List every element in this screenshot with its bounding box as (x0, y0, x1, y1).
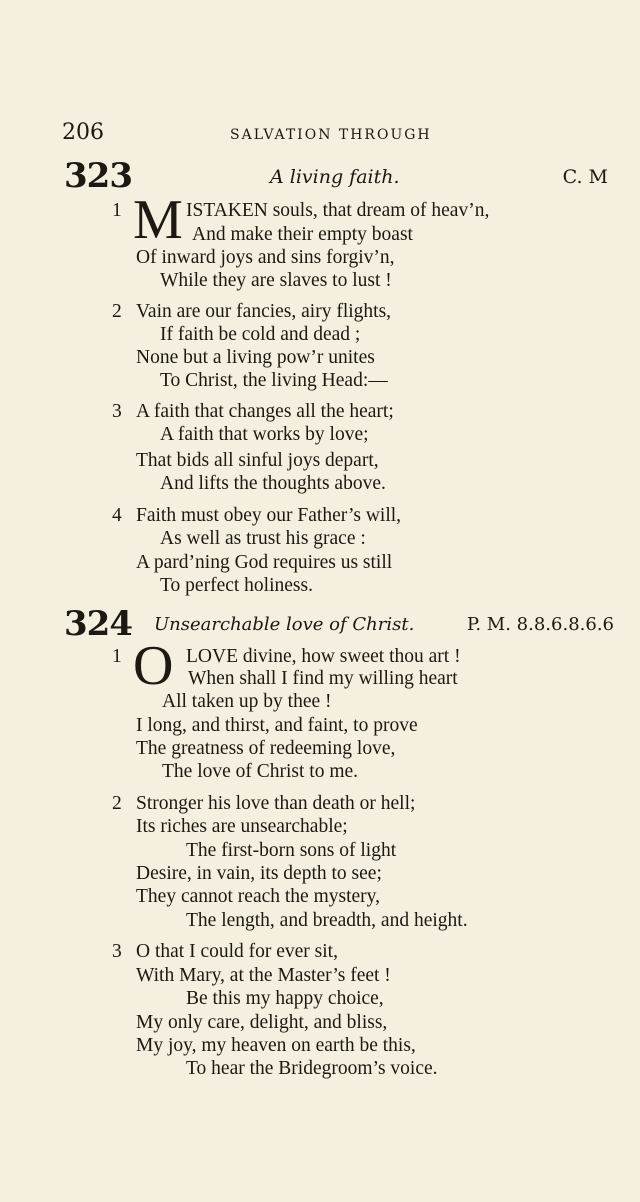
verse-line: The length, and breadth, and height. (186, 910, 468, 931)
verse-line: Faith must obey our Father’s will, (136, 505, 402, 526)
verse-line: O that I could for ever sit, (136, 941, 338, 962)
verse-number: 3 (112, 401, 122, 422)
hymn-meter: C. M (562, 166, 608, 188)
verse-line: None but a living pow’r unites (136, 347, 375, 368)
verse-line: They cannot reach the mystery, (136, 886, 381, 907)
verse-line: My joy, my heaven on earth be this, (136, 1035, 416, 1056)
verse-line: To perfect holiness. (160, 575, 313, 596)
running-head (62, 120, 610, 150)
verse-line: Stronger his love than death or hell; (136, 793, 416, 814)
hymn-title: Unsearchable love of Christ. (154, 614, 415, 635)
verse-line: And make their empty boast (192, 224, 413, 245)
verse-line: The first-born sons of light (186, 840, 397, 861)
page-number: 206 (62, 120, 104, 145)
drop-cap: O (133, 635, 174, 697)
verse-line: Vain are our fancies, airy flights, (136, 301, 392, 322)
verse-line: As well as trust his grace : (160, 528, 366, 549)
verse-line: When shall I find my willing heart (188, 668, 458, 689)
verse-line: To Christ, the living Head:— (160, 370, 388, 391)
verse-line: A faith that changes all the heart; (136, 401, 394, 422)
hymn-number: 323 (64, 156, 132, 196)
verse-line: Of inward joys and sins forgiv’n, (136, 247, 395, 268)
verse-number: 1 (112, 646, 122, 667)
verse-line: And lifts the thoughts above. (160, 473, 386, 494)
verse-line: My only care, delight, and bliss, (136, 1012, 388, 1033)
verse-line: ISTAKEN souls, that dream of heav’n, (186, 200, 490, 221)
verse-number: 4 (112, 505, 122, 526)
verse-line: Be this my happy choice, (186, 988, 384, 1009)
verse-number: 3 (112, 941, 122, 962)
hymn-meter: P. M. 8.8.6.8.6.6 (466, 614, 614, 635)
verse-line: While they are slaves to lust ! (160, 270, 392, 291)
verse-line: The greatness of redeeming love, (136, 738, 396, 759)
verse-line: The love of Christ to me. (162, 761, 359, 782)
verse-line: To hear the Bridegroom’s voice. (186, 1058, 438, 1079)
drop-cap: M (133, 189, 183, 251)
verse-line: A pard’ning God requires us still (136, 552, 393, 573)
verse-line: All taken up by thee ! (162, 691, 332, 712)
verse-line: Its riches are unsearchable; (136, 816, 348, 837)
verse-line: Desire, in vain, its depth to see; (136, 863, 382, 884)
verse-number: 2 (112, 301, 122, 322)
verse-line: LOVE divine, how sweet thou art ! (186, 646, 461, 667)
verse-line: With Mary, at the Master’s feet ! (136, 965, 391, 986)
hymn-title: A living faith. (270, 166, 400, 188)
running-head-title: SALVATION THROUGH (230, 127, 432, 143)
verse-line: I long, and thirst, and faint, to prove (136, 715, 418, 736)
verse-number: 1 (112, 200, 122, 221)
hymn-number: 324 (64, 604, 132, 644)
verse-number: 2 (112, 793, 122, 814)
verse-line: A faith that works by love; (160, 424, 369, 445)
verse-line: That bids all sinful joys depart, (136, 450, 379, 471)
verse-line: If faith be cold and dead ; (160, 324, 361, 345)
